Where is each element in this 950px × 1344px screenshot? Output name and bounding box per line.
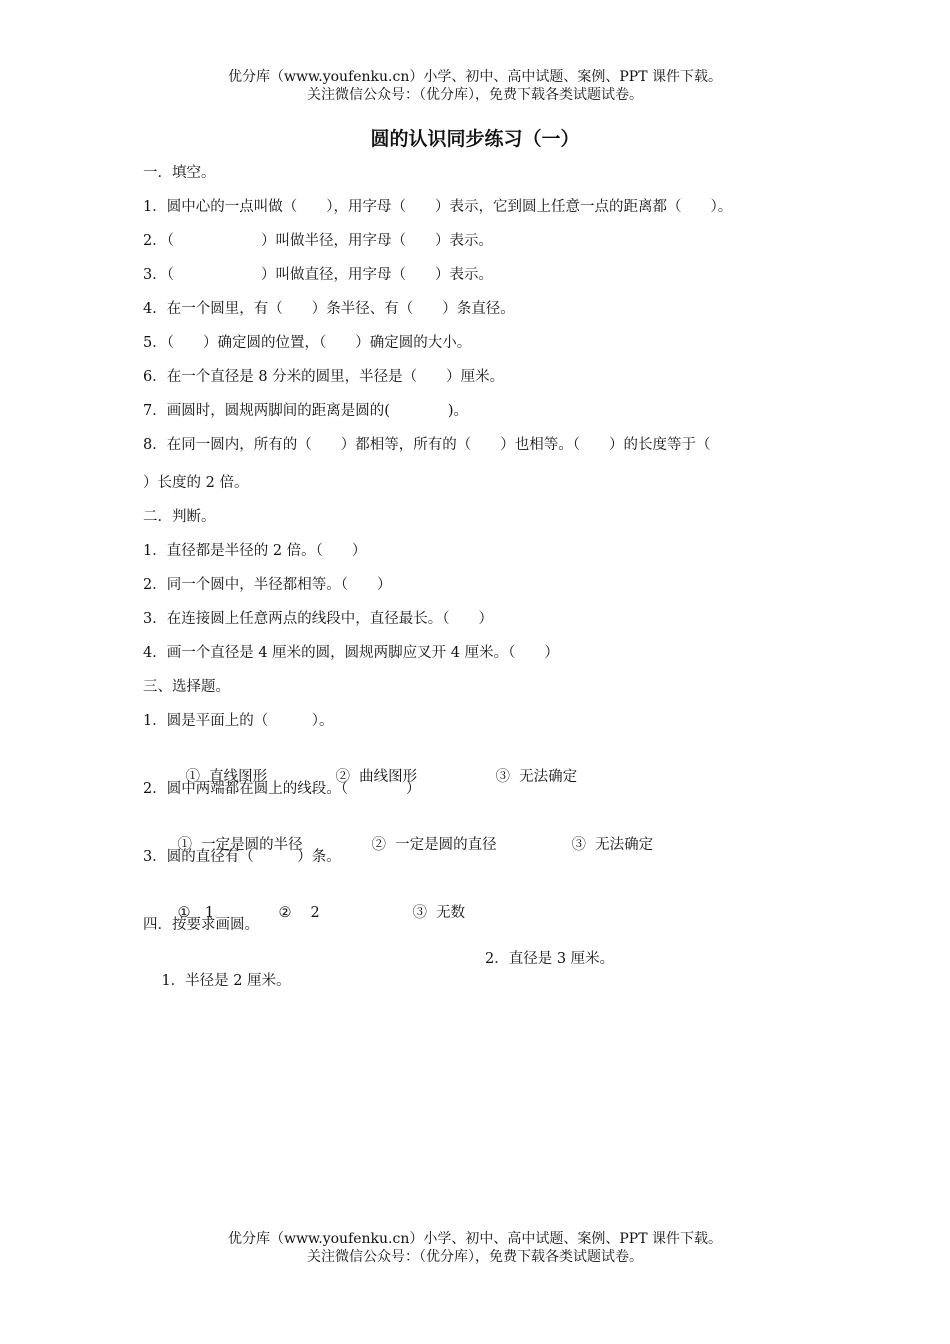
- option: ① 1: [177, 905, 215, 921]
- section-heading-judge: 二．判断。: [143, 509, 216, 525]
- header-line-1: 优分库（www.youfenku.cn）小学、初中、高中试题、案例、PPT 课件下载。: [227, 69, 722, 85]
- judge-question-3: 3．在连接圆上任意两点的线段中，直径最长。（ ）: [143, 611, 493, 627]
- section-heading-fill-blank: 一．填空。: [143, 165, 216, 181]
- footer-line-2: 关注微信公众号：（优分库），免费下载各类试题试卷。: [307, 1249, 643, 1265]
- fill-question-5: 5．（ ）确定圆的位置，（ ）确定圆的大小。: [143, 335, 472, 351]
- worksheet-body: [143, 162, 823, 989]
- choice-question-2-options: [143, 812, 823, 853]
- draw-question-2: 2．直径是 3 厘米。: [485, 951, 615, 967]
- fill-question-4: 4．在一个圆里，有（ ）条半径、有（ ）条直径。: [143, 301, 515, 317]
- option: ③ 无法确定: [571, 837, 654, 853]
- fill-question-6: 6．在一个直径是 8 分米的圆里，半径是（ ）厘米。: [143, 369, 505, 385]
- judge-question-1: 1．直径都是半径的 2 倍。（ ）: [143, 543, 367, 559]
- page-footer: [0, 1230, 950, 1266]
- fill-question-8: 8．在同一圆内，所有的（ ）都相等，所有的（ ）也相等。（ ）的长度等于（: [143, 437, 711, 453]
- option: ③ 无数: [412, 905, 466, 921]
- fill-question-3: 3．（ ）叫做直径，用字母（ ）表示。: [143, 267, 493, 283]
- judge-question-4: 4．画一个直径是 4 厘米的圆，圆规两脚应叉开 4 厘米。（ ）: [143, 645, 559, 661]
- section-heading-choice: 三、选择题。: [143, 679, 230, 695]
- choice-question-2: 2．圆中两端都在圆上的线段。（ ）: [143, 781, 421, 797]
- judge-question-2: 2．同一个圆中，半径都相等。（ ）: [143, 577, 392, 593]
- page-title: 圆的认识同步练习（一）: [370, 128, 580, 150]
- choice-question-1-options: [143, 744, 823, 785]
- option: ② 一定是圆的直径: [371, 837, 497, 853]
- option: ① 一定是圆的半径: [177, 837, 303, 853]
- fill-question-7: 7．画圆时，圆规两脚间的距离是圆的( )。: [143, 403, 469, 419]
- option: ③ 无法确定: [495, 769, 578, 785]
- choice-question-3-options: [143, 880, 823, 921]
- fill-question-2: 2．（ ）叫做半径，用字母（ ）表示。: [143, 233, 493, 249]
- header-line-2: 关注微信公众号：（优分库），免费下载各类试题试卷。: [307, 87, 643, 103]
- choice-question-3: 3．圆的直径有（ ）条。: [143, 849, 341, 865]
- option: ② 2: [278, 905, 320, 921]
- fill-question-8-continued: ）长度的 2 倍。: [143, 475, 249, 491]
- footer-line-1: 优分库（www.youfenku.cn）小学、初中、高中试题、案例、PPT 课件下载。: [227, 1231, 722, 1247]
- section-heading-draw: 四．按要求画圆。: [143, 917, 259, 933]
- option: ② 曲线图形: [335, 769, 418, 785]
- choice-question-1: 1．圆是平面上的（ ）。: [143, 713, 334, 729]
- draw-question-1: 1．半径是 2 厘米。: [161, 973, 291, 989]
- option: ① 直线图形: [185, 769, 268, 785]
- fill-question-1: 1．圆中心的一点叫做（ ），用字母（ ）表示，它到圆上任意一点的距离都（ ）。: [143, 199, 733, 215]
- page-header: [0, 68, 950, 104]
- draw-questions-row: [143, 948, 823, 989]
